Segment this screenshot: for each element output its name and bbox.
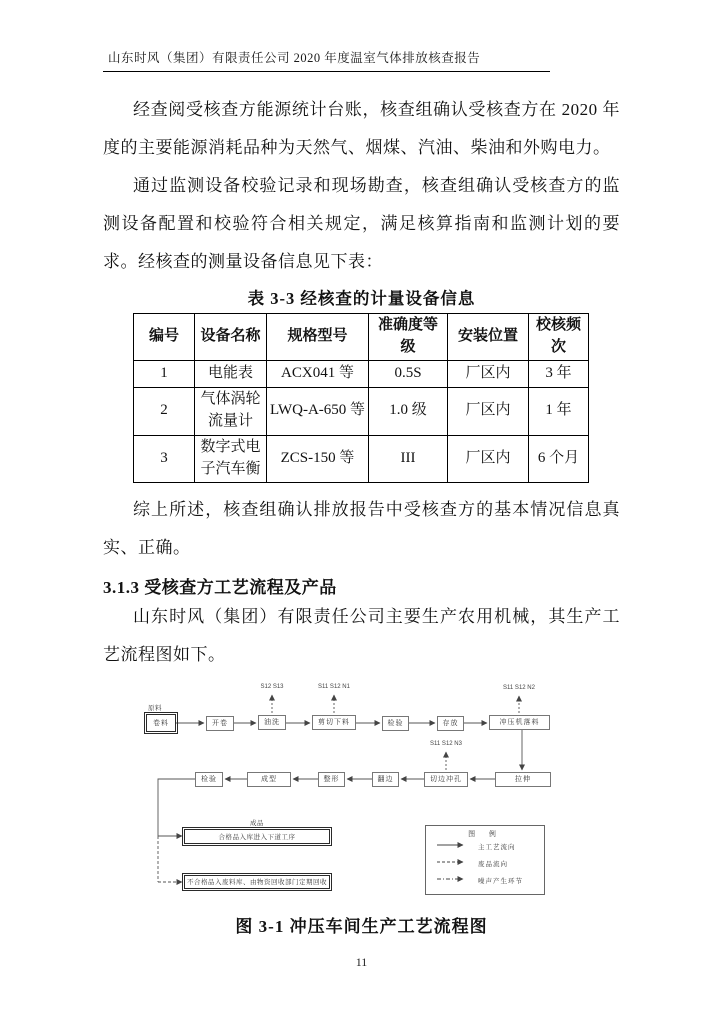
flow-step-box: 存放 [437,716,464,731]
table-cell: 3 [134,435,195,482]
flow-step-box: 油洗 [258,715,286,730]
table-cell: ACX041 等 [267,360,369,387]
table-header-cell: 规格型号 [267,314,369,361]
table-caption: 表 3-3 经核查的计量设备信息 [247,289,476,308]
emission-point-label: S12 S13 [260,683,284,690]
table-cell: III [369,435,448,482]
flow-step-box: 卷料 [146,714,176,732]
flow-step-box: 切边冲孔 [424,772,468,787]
table-cell: 3 年 [529,360,589,387]
legend-item-main-flow: 主工艺流向 [478,843,516,851]
table-header-cell: 准确度等级 [369,314,448,361]
paragraph: 经查阅受核查方能源统计台账，核查组确认受核查方在 2020 年度的主要能源消耗品种为天然气、烟煤、汽油、柴油和外购电力。 [103,100,620,157]
page-number: 11 [355,954,368,969]
table-row [134,360,589,387]
flow-step-box: 整形 [318,772,345,787]
process-flowchart [103,682,620,904]
raw-material-label: 原料 [148,704,162,712]
measurement-device-table [133,313,589,483]
finished-product-label: 成品 [250,819,264,827]
table-header-cell: 编号 [134,314,195,361]
flow-step-box: 成型 [247,772,291,787]
flow-step-box: 拉伸 [495,772,551,787]
table-header-cell: 安装位置 [448,314,529,361]
table-cell: 1.0 级 [369,387,448,435]
flow-step-box: 开卷 [206,716,234,731]
flow-step-box: 检验 [382,716,409,731]
flow-step-box: 剪切下料 [312,715,356,730]
table-cell: 电能表 [195,360,267,387]
flow-step-box: 检验 [195,772,223,787]
flow-step-box: 翻边 [372,772,399,787]
table-cell: 厂区内 [448,360,529,387]
table-row [134,435,589,482]
table-cell: 1 年 [529,387,589,435]
legend-title: 图 例 [468,829,502,838]
legend-item-noise-link: 噪声产生环节 [478,877,523,885]
table-cell: 0.5S [369,360,448,387]
emission-point-label: S11 S12 N2 [503,684,535,691]
flow-step-box: 冲压机落料 [489,715,550,730]
table-cell: ZCS-150 等 [267,435,369,482]
table-cell: LWQ-A-650 等 [267,387,369,435]
table-header-cell: 设备名称 [195,314,267,361]
qualified-outcome-box: 合格品入库进入下道工序 [184,829,330,844]
paragraph: 通过监测设备校验记录和现场勘查，核查组确认受核查方的监测设备配置和校验符合相关规定，满足核算指南和监测计划的要求。经核查的测量设备信息见下表： [103,176,620,271]
section-heading: 3.1.3 受核查方工艺流程及产品 [103,577,337,597]
table-cell: 厂区内 [448,387,529,435]
table-cell: 气体涡轮流量计 [195,387,267,435]
table-cell: 2 [134,387,195,435]
emission-point-label: S11 S12 N1 [318,683,350,690]
paragraph: 综上所述，核查组确认排放报告中受核查方的基本情况信息真实、正确。 [103,499,620,557]
table-cell: 1 [134,360,195,387]
paragraph: 山东时风（集团）有限责任公司主要生产农用机械，其生产工艺流程图如下。 [103,606,620,664]
unqualified-outcome-box: 不合格品入废料库、由物资回收部门定期回收 [184,875,330,889]
legend-item-waste-flow: 废品流向 [478,860,508,868]
table-cell: 6 个月 [529,435,589,482]
emission-point-label: S11 S12 N3 [430,740,462,747]
table-row [134,387,589,435]
table-cell: 数字式电子汽车衡 [195,435,267,482]
figure-caption: 图 3-1 冲压车间生产工艺流程图 [235,916,488,936]
table-cell: 厂区内 [448,435,529,482]
table-header-cell: 校核频次 [529,314,589,361]
page-header-title: 山东时风（集团）有限责任公司 2020 年度温室气体排放核查报告 [103,48,550,72]
table-header-row [134,314,589,361]
flowchart-legend [425,825,545,895]
